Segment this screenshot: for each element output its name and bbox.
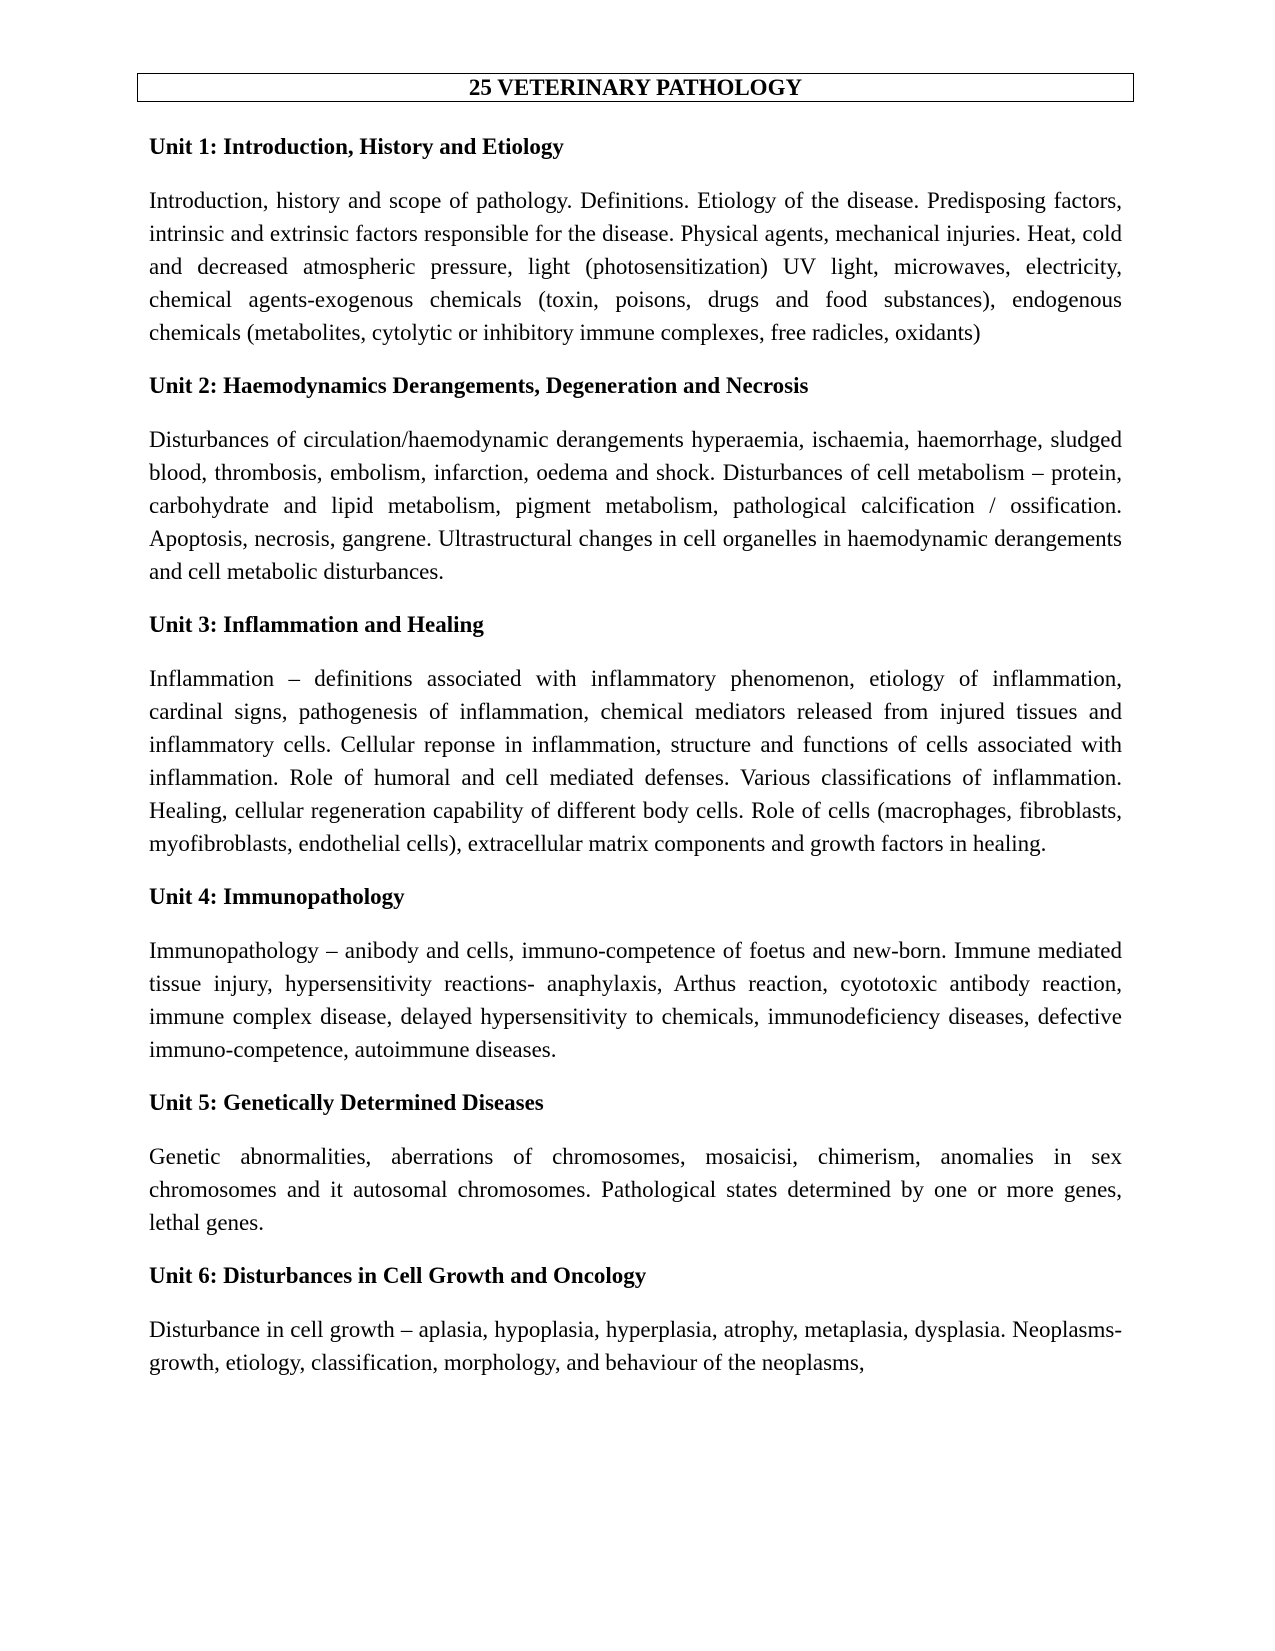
- document-content: [149, 130, 1122, 1399]
- document-title: 25 VETERINARY PATHOLOGY: [137, 73, 1134, 102]
- unit-1-section: [149, 130, 1122, 349]
- unit-6-section: [149, 1259, 1122, 1379]
- unit-2-section: [149, 369, 1122, 588]
- unit-5-heading: Unit 5: Genetically Determined Diseases: [149, 1090, 544, 1115]
- unit-3-section: [149, 608, 1122, 860]
- unit-3-body: Inflammation – definitions associated with inflammatory phenomenon, etiology of inflammation, cardinal signs, pathogenesis of inflammation, chemical mediators released from injured tissues and inflammatory cells. Cellular reponse in inflammation, structure and functions of cells associated with inflammation. Role of humoral and cell mediated defenses. Various classifications of inflammation. Healing, cellular regeneration capability of different body cells. Role of cells (macrophages, fibroblasts, myofibroblasts, endothelial cells), extracellular matrix components and growth factors in healing.: [149, 666, 1122, 856]
- unit-5-body: Genetic abnormalities, aberrations of chromosomes, mosaicisi, chimerism, anomalies in sex chromosomes and it autosomal chromosomes. Pathological states determined by one or more genes, lethal genes.: [149, 1144, 1122, 1235]
- unit-4-body: Immunopathology – anibody and cells, immuno-competence of foetus and new-born. Immune mediated tissue injury, hypersensitivity reactions- anaphylaxis, Arthus reaction, cyototoxic antibody reaction, immune complex disease, delayed hypersensitivity to chemicals, immunodeficiency diseases, defective immuno-competence, autoimmune diseases.: [149, 938, 1122, 1062]
- unit-4-section: [149, 880, 1122, 1066]
- unit-1-heading: Unit 1: Introduction, History and Etiology: [149, 134, 564, 159]
- unit-4-heading: Unit 4: Immunopathology: [149, 884, 405, 909]
- unit-6-heading: Unit 6: Disturbances in Cell Growth and Oncology: [149, 1263, 647, 1288]
- unit-5-section: [149, 1086, 1122, 1239]
- unit-2-heading: Unit 2: Haemodynamics Derangements, Degeneration and Necrosis: [149, 373, 809, 398]
- unit-3-heading: Unit 3: Inflammation and Healing: [149, 612, 484, 637]
- unit-1-body: Introduction, history and scope of pathology. Definitions. Etiology of the disease. Predisposing factors, intrinsic and extrinsic factors responsible for the disease. Physical agents, mechanical injuries. Heat, cold and decreased atmospheric pressure, light (photosensitization) UV light, microwaves, electricity, chemical agents-exogenous chemicals (toxin, poisons, drugs and food substances), endogenous chemicals (metabolites, cytolytic or inhibitory immune complexes, free radicles, oxidants): [149, 188, 1122, 345]
- unit-2-body: Disturbances of circulation/haemodynamic derangements hyperaemia, ischaemia, haemorrhage, sludged blood, thrombosis, embolism, infarction, oedema and shock. Disturbances of cell metabolism – protein, carbohydrate and lipid metabolism, pigment metabolism, pathological calcification / ossification. Apoptosis, necrosis, gangrene. Ultrastructural changes in cell organelles in haemodynamic derangements and cell metabolic disturbances.: [149, 427, 1122, 584]
- unit-6-body: Disturbance in cell growth – aplasia, hypoplasia, hyperplasia, atrophy, metaplasia, dysplasia. Neoplasms-growth, etiology, classification, morphology, and behaviour of the neoplasms,: [149, 1317, 1122, 1375]
